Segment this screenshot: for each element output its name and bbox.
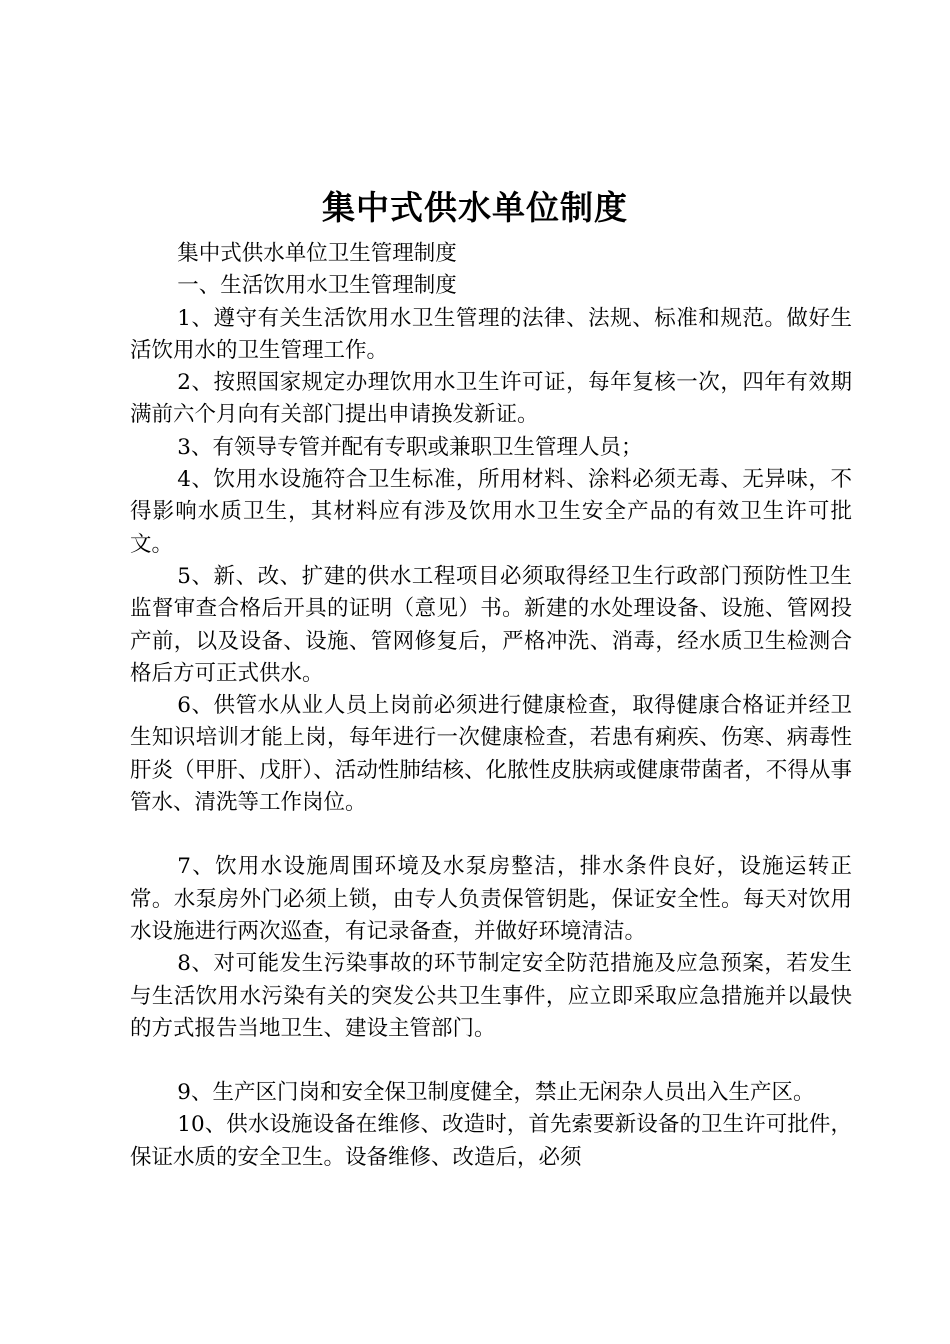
paragraph-item-2: 2、按照国家规定办理饮用水卫生许可证，每年复核一次，四年有效期满前六个月向有关部门提出申请换发新证。 xyxy=(130,370,852,428)
paragraph-item-9: 9、生产区门岗和安全保卫制度健全，禁止无闲杂人员出入生产区。 xyxy=(177,1080,815,1106)
paragraph-item-5: 5、新、改、扩建的供水工程项目必须取得经卫生行政部门预防性卫生监督审查合格后开具的证明（意见）书。新建的水处理设备、设施、管网投产前，以及设备、设施、管网修复后，严格冲洗、消毒，经水质卫生检测合格后方可正式供水。 xyxy=(130,563,852,686)
paragraph-section: 一、生活饮用水卫生管理制度 xyxy=(177,273,457,299)
paragraph-item-1: 1、遵守有关生活饮用水卫生管理的法律、法规、标准和规范。做好生活饮用水的卫生管理工作。 xyxy=(130,305,852,363)
paragraph-item-10: 10、供水设施设备在维修、改造时，首先索要新设备的卫生许可批件，保证水质的安全卫生。设备维修、改造后，必须 xyxy=(130,1112,852,1170)
paragraph-item-6: 6、供管水从业人员上岗前必须进行健康检查，取得健康合格证并经卫生知识培训才能上岗，每年进行一次健康检查，若患有痢疾、伤寒、病毒性肝炎（甲肝、戊肝）、活动性肺结核、化脓性皮肤病或健康带菌者，不得从事管水、清洗等工作岗位。 xyxy=(130,693,852,816)
paragraph-item-3: 3、有领导专管并配有专职或兼职卫生管理人员； xyxy=(177,434,643,460)
document-body xyxy=(130,238,852,1174)
paragraph-item-7: 7、饮用水设施周围环境及水泵房整洁，排水条件良好，设施运转正常。水泵房外门必须上锁，由专人负责保管钥匙，保证安全性。每天对饮用水设施进行两次巡查，有记录备查，并做好环境清洁。 xyxy=(130,854,852,944)
paragraph-item-8: 8、对可能发生污染事故的环节制定安全防范措施及应急预案，若发生与生活饮用水污染有关的突发公共卫生事件，应立即采取应急措施并以最快的方式报告当地卫生、建设主管部门。 xyxy=(130,951,852,1041)
paragraph-heading: 集中式供水单位卫生管理制度 xyxy=(177,241,457,266)
document-title: 集中式供水单位制度 xyxy=(322,188,628,227)
paragraph-item-4: 4、饮用水设施符合卫生标准，所用材料、涂料必须无毒、无异味，不得影响水质卫生，其材料应有涉及饮用水卫生安全产品的有效卫生许可批文。 xyxy=(130,467,852,557)
